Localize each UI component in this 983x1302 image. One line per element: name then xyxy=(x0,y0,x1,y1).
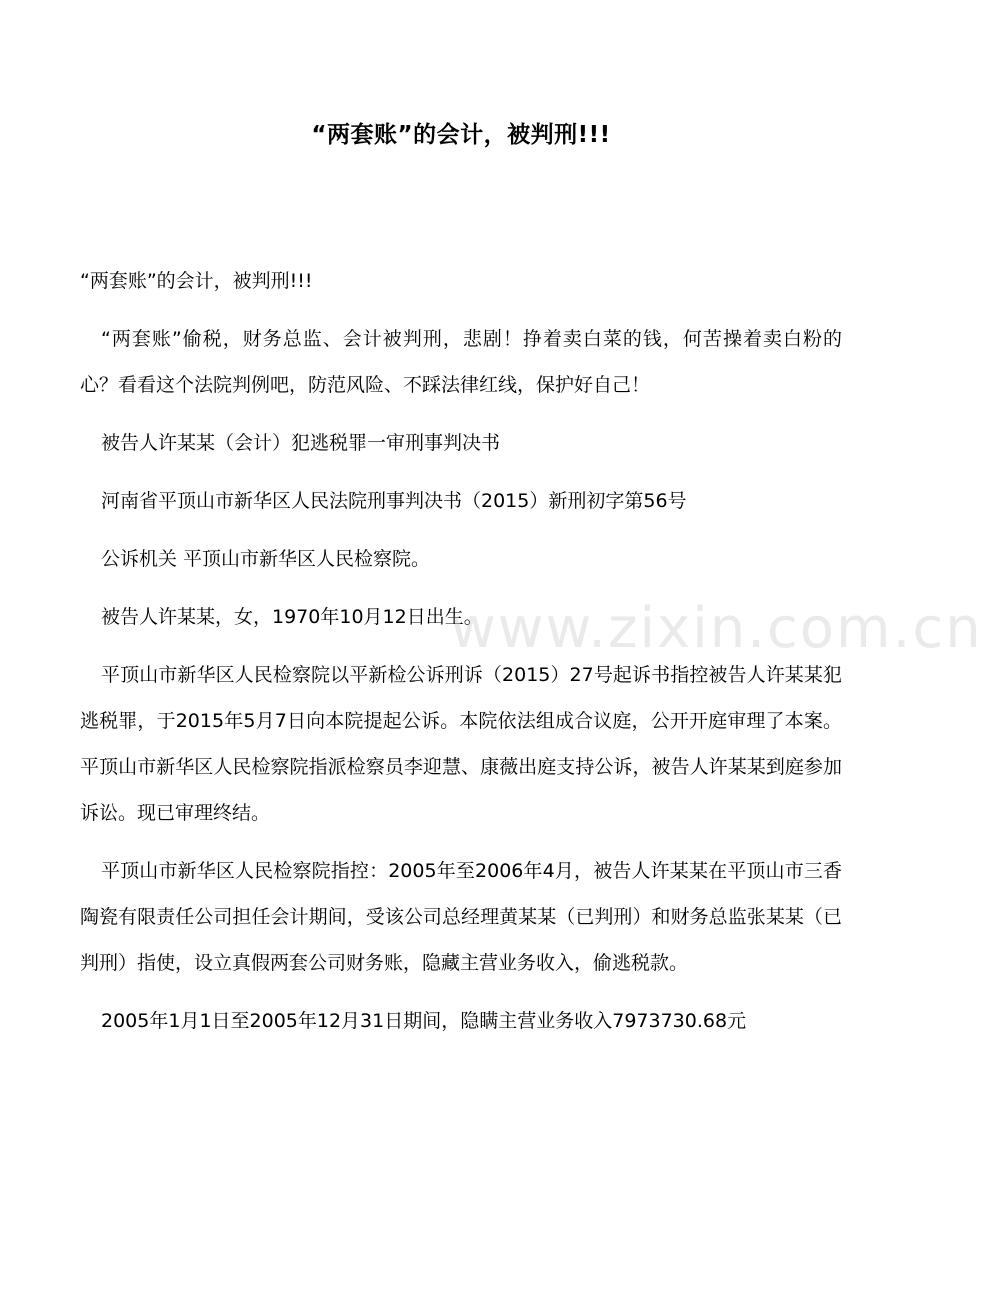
paragraph-indictment: 平顶山市新华区人民检察院以平新检公诉刑诉（2015）27号起诉书指控被告人许某某犯逃税罪，于2015年5月7日向本院提起公诉。本院依法组成合议庭，公开开庭审理了本案。平顶山市新华区人民检察院指派检察员李迎慧、康薇出庭支持公诉，被告人许某某到庭参加诉讼。现已审理终结。 xyxy=(80,664,842,824)
paragraph-court-judgment: 河南省平顶山市新华区人民法院刑事判决书（2015）新刑初字第56号 xyxy=(101,490,687,512)
watermark: www.zixin.com.cn xyxy=(450,596,983,661)
document-body xyxy=(80,258,842,1044)
paragraph-heading-repeat: “两套账”的会计，被判刑!!! xyxy=(80,270,313,292)
paragraph-intro: “两套账”偷税，财务总监、会计被判刑，悲剧！挣着卖白菜的钱，何苦操着卖白粉的心？看看这个法院判例吧，防范风险、不踩法律红线，保护好自己！ xyxy=(80,328,842,396)
paragraph-case-title: 被告人许某某（会计）犯逃税罪一审刑事判决书 xyxy=(101,432,501,454)
paragraph-accusation: 平顶山市新华区人民检察院指控：2005年至2006年4月，被告人许某某在平顶山市三香陶瓷有限责任公司担任会计期间，受该公司总经理黄某某（已判刑）和财务总监张某某（已判刑）指使，设立真假两套公司财务账，隐藏主营业务收入，偷逃税款。 xyxy=(80,860,842,974)
document-title: “两套账”的会计，被判刑!!! xyxy=(311,122,611,148)
paragraph-prosecutor: 公诉机关 平顶山市新华区人民检察院。 xyxy=(101,548,431,570)
paragraph-concealed-income: 2005年1月1日至2005年12月31日期间，隐瞒主营业务收入7973730.68元 xyxy=(101,1010,747,1032)
paragraph-defendant: 被告人许某某，女，1970年10月12日出生。 xyxy=(101,606,483,628)
